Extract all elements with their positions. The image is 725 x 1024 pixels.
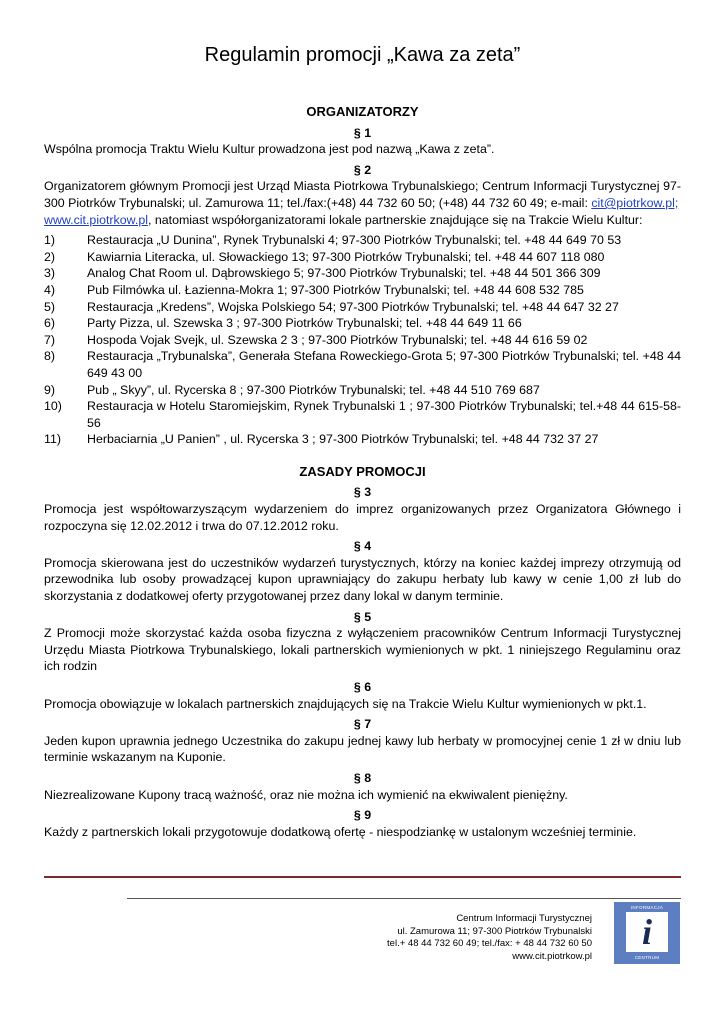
paragraph-sign-5: § 5	[353, 609, 372, 624]
venue-text: Restauracja „U Dunina”, Rynek Trybunalski 4; 97-300 Piotrków Trybunalski; tel. +48 44 649 70 53	[87, 233, 622, 248]
venue-text: Kawiarnia Literacka, ul. Słowackiego 13; 97-300 Piotrków Trybunalski; tel. +48 44 607 118 080	[87, 249, 605, 264]
list-item	[44, 431, 681, 448]
paragraph-sign-4: § 4	[353, 539, 372, 554]
footer-street: ul. Zamurowa 11; 97-300 Piotrków Trybunalski	[397, 925, 592, 937]
list-item	[44, 265, 681, 282]
paragraph-sign-7: § 7	[353, 717, 372, 732]
paragraph-5-text: Z Promocji może skorzystać każda osoba fizyczna z wyłączeniem pracowników Centrum Informacji Turystycznej Urzędu Miasta Piotrkowa Trybunalskiego, lokali partnerskich wymienionych w pkt. 1 niniejszego Regulaminu oraz ich rodzin	[44, 626, 681, 674]
paragraph-sign-6: § 6	[353, 680, 372, 694]
venue-text: Pub Filmówka ul. Łazienna-Mokra 1; 97-300 Piotrków Trybunalski; tel. +48 44 608 532 785	[87, 282, 584, 297]
paragraph-sign-9: § 9	[353, 808, 372, 823]
venue-number: 1)	[44, 233, 56, 248]
paragraph-4-text: Promocja skierowana jest do uczestników wydarzeń turystycznych, którzy na koniec każdej imprezy otrzymują od przewodnika lub osoby prowadzącej kupon uprawniający do zakupu herbaty lub kawy w cenie 1,00 zł lub do skorzystania z dodatkowej oferty przygotowanej przez dany lokal w danym terminie.	[44, 555, 681, 604]
venue-number: 10)	[44, 399, 62, 414]
list-item	[44, 249, 681, 266]
footer-phone: tel.+ 48 44 732 60 49; tel./fax: + 48 44 732 60 50	[387, 938, 592, 949]
footer-divider-top	[44, 876, 681, 878]
logo-caption-bottom: CENTRUM	[634, 955, 660, 960]
footer-org-name: Centrum Informacji Turystycznej	[456, 913, 592, 924]
venue-text: Hospoda Vojak Svejk, ul. Szewska 2 3 ; 97-300 Piotrków Trybunalski; tel. +48 44 616 59 02	[87, 332, 588, 347]
venue-number: 7)	[44, 332, 56, 347]
venue-number: 6)	[44, 316, 56, 331]
paragraph-sign-1: § 1	[353, 125, 372, 140]
list-item	[44, 282, 681, 299]
venue-number: 4)	[44, 282, 56, 297]
paragraph-2-text	[44, 178, 681, 228]
list-item	[44, 232, 681, 249]
list-item	[44, 348, 681, 381]
document-body	[44, 96, 681, 840]
paragraph-7-text: Jeden kupon uprawnia jednego Uczestnika do zakupu jednej kawy lub herbaty w promocyjnej cenie 1 zł w dniu lub terminie wskazanym na Kuponie.	[44, 733, 681, 765]
venue-number: 9)	[44, 382, 56, 397]
paragraph-9-text: Każdy z partnerskich lokali przygotowuje dodatkową ofertę - niespodziankę w ustalonym wcześniej terminie.	[44, 824, 637, 839]
document-title: Regulamin promocji „Kawa za zeta”	[204, 44, 521, 66]
list-item	[44, 315, 681, 332]
venue-text: Restauracja w Hotelu Staromiejskim, Rynek Trybunalski 1 ; 97-300 Piotrków Trybunalski; tel.+48 44 615-58-56	[87, 399, 681, 430]
footer-address	[387, 913, 592, 963]
info-logo-icon	[614, 902, 680, 964]
paragraph-2-text-b: , natomiast współorganizatorami lokale partnerskie znajdujące się na Trakcie Wielu Kultur:	[147, 212, 643, 227]
email-link[interactable]: cit@piotrkow.pl;	[591, 195, 679, 210]
list-item	[44, 299, 681, 316]
venue-text: Party Pizza, ul. Szewska 3 ; 97-300 Piotrków Trybunalski; tel. +48 44 649 11 66	[87, 316, 522, 331]
logo-inner	[626, 912, 668, 952]
logo-caption-top: INFORMACJA	[630, 905, 664, 910]
paragraph-sign-3: § 3	[353, 485, 372, 500]
venue-number: 2)	[44, 249, 56, 264]
paragraph-6-text: Promocja obowiązuje w lokalach partnerskich znajdujących się na Trakcie Wielu Kultur wymienionych w pkt.1.	[44, 696, 647, 711]
venue-number: 8)	[44, 349, 56, 364]
venue-list	[44, 232, 681, 448]
footer-divider-bottom	[127, 898, 681, 899]
venue-text: Analog Chat Room ul. Dąbrowskiego 5; 97-300 Piotrków Trybunalski; tel. +48 44 501 366 309	[87, 266, 601, 281]
organizers-heading: ORGANIZATORZY	[306, 104, 419, 119]
venue-number: 11)	[44, 432, 61, 447]
paragraph-1-text: Wspólna promocja Traktu Wielu Kultur prowadzona jest pod nazwą „Kawa z zeta”.	[44, 142, 495, 157]
logo-letter: i	[641, 912, 652, 952]
footer-website: www.cit.piotrkow.pl	[512, 950, 592, 962]
website-link[interactable]: www.cit.piotrkow.pl	[44, 212, 148, 227]
rules-heading: ZASADY PROMOCJI	[299, 463, 426, 479]
list-item	[44, 382, 681, 399]
paragraph-8-text: Niezrealizowane Kupony tracą ważność, oraz nie można ich wymienić na ekwiwalent pieniężny.	[44, 787, 568, 802]
venue-text: Restauracja „Kredens”, Wojska Polskiego 54; 97-300 Piotrków Trybunalski; tel. +48 44 647 32 27	[87, 299, 619, 314]
venue-text: Pub „ Skyy”, ul. Rycerska 8 ; 97-300 Piotrków Trybunalski; tel. +48 44 510 769 687	[87, 382, 540, 397]
list-item	[44, 332, 681, 349]
paragraph-sign-2: § 2	[353, 162, 372, 177]
venue-number: 3)	[44, 266, 56, 281]
paragraph-2-text-a: Organizatorem głównym Promocji jest Urząd Miasta Piotrkowa Trybunalskiego; Centrum Informacji Turystycznej 97-300 Piotrków Trybunalski; ul. Zamurowa 11; tel./fax:(+48) 44 732 60 50; (+48) 44 732 60 49; e-mail:	[44, 179, 681, 210]
venue-number: 5)	[44, 299, 56, 314]
venue-text: Restauracja „Trybunalska”, Generała Stefana Roweckiego-Grota 5; 97-300 Piotrków Trybunalski; tel. +48 44 649 43 00	[87, 349, 681, 380]
venue-text: Herbaciarnia „U Panien” , ul. Rycerska 3 ; 97-300 Piotrków Trybunalski; tel. +48 44 732 37 27	[87, 432, 599, 447]
paragraph-3-text: Promocja jest współtowarzyszącym wydarzeniem do imprez organizowanych przez Organizatora Głównego i rozpoczyna się 12.02.2012 i trwa do 07.12.2012 roku.	[44, 502, 681, 533]
paragraph-sign-8: § 8	[353, 770, 372, 785]
list-item	[44, 398, 681, 431]
